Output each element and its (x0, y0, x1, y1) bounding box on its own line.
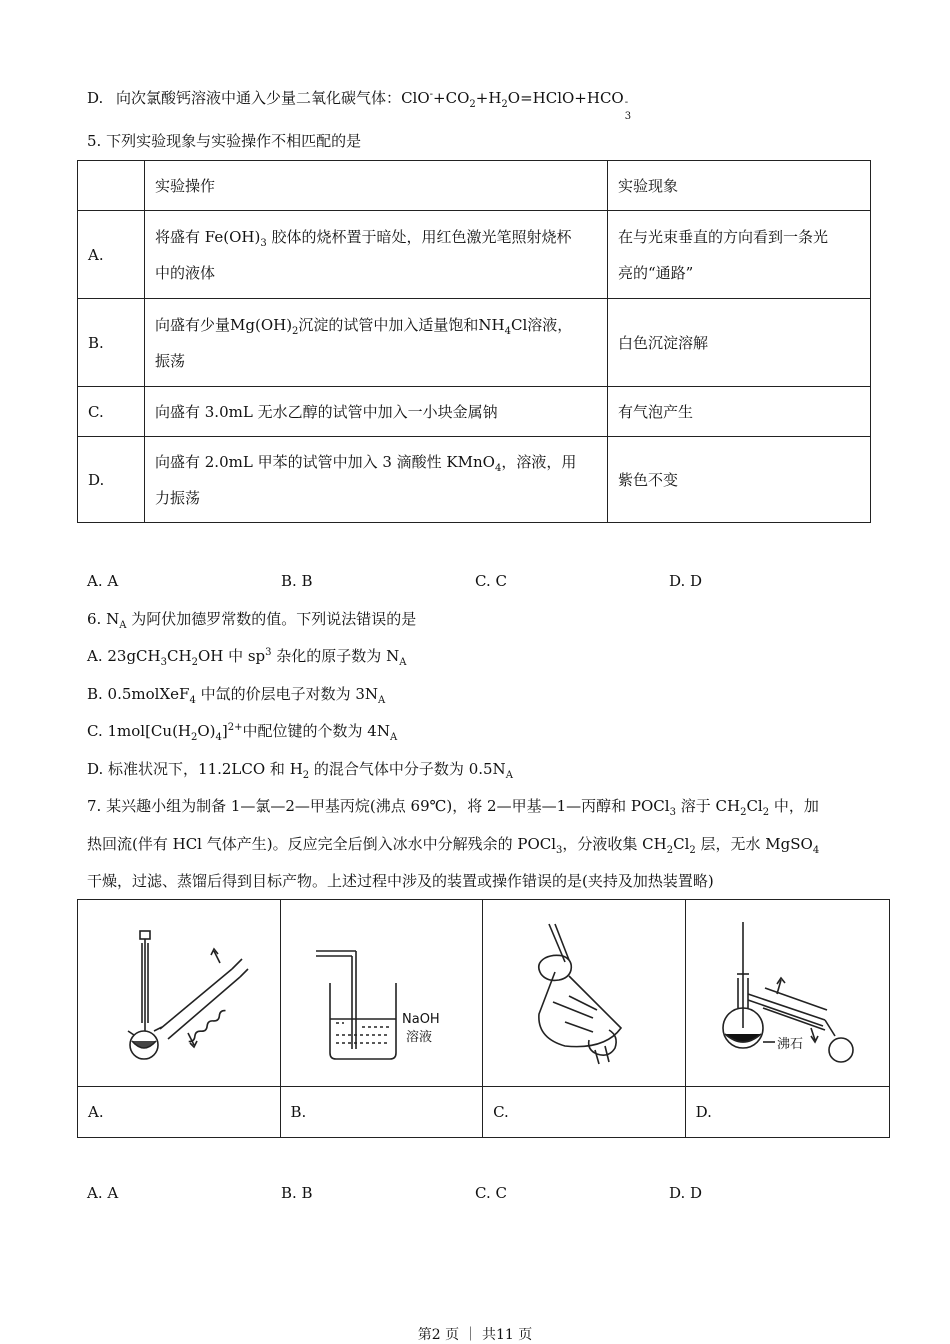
q5-row-operation (145, 437, 608, 523)
q5-header-row (78, 161, 871, 211)
text: C. 1mol[Cu(H (87, 722, 191, 740)
apparatus-label-row (78, 1087, 890, 1138)
q5-row-phenomenon (608, 211, 871, 299)
q5-row-operation: 向盛有 3.0mL 无水乙醇的试管中加入一小块金属钠 (145, 387, 608, 437)
sub: 3 (160, 657, 167, 668)
text: 层，无水 MgSO (695, 835, 813, 853)
q4d-minus: - (624, 97, 629, 108)
gas-absorption-figure (306, 923, 456, 1063)
q7-stem-line1 (87, 796, 819, 816)
naoh-label: NaOH (402, 1012, 440, 1027)
text: 胶体的烧杯置于暗处，用红色激光笔照射烧杯 (266, 227, 572, 246)
text: 亮的“通路” (618, 263, 694, 282)
text: ] (221, 722, 228, 740)
choice-d: D. D (669, 1184, 703, 1202)
q5-header-cell: 实验现象 (608, 161, 871, 211)
q6-option-c (87, 721, 397, 741)
q5-header-cell (78, 161, 145, 211)
sub: 2 (302, 770, 310, 781)
q4d-sub3: 3 (624, 111, 632, 122)
text: O) (197, 722, 216, 740)
sub: 2 (191, 657, 198, 668)
choice-b: B. B (281, 1184, 313, 1202)
text: 杂化的原子数为 N (271, 647, 400, 665)
q4d-sub: 2 (469, 99, 476, 110)
distillation-apparatus-figure (707, 918, 867, 1068)
text: OH 中 sp (197, 647, 266, 665)
text: 振荡 (155, 351, 186, 370)
sub: 2 (689, 845, 696, 856)
text: CH (167, 647, 192, 665)
q5-row-b (78, 299, 871, 387)
text: 热回流(伴有 HCl 气体产生)。反应完全后倒入冰水中分解残余的 POCl (87, 835, 557, 853)
q7-apparatus-table (77, 899, 890, 1138)
q5-row-operation (145, 211, 608, 299)
text: 中配位键的个数为 4N (242, 722, 390, 740)
q5-row-label: A. (78, 211, 145, 299)
boiling-stone-label: 沸石 (777, 1037, 804, 1052)
text: ，溶液，用 (501, 452, 577, 471)
q5-row-phenomenon: 有气泡产生 (608, 387, 871, 437)
q4d-label: D. (87, 89, 104, 107)
text: 中氙的价层电子对数为 3N (195, 685, 379, 703)
q5-table (77, 160, 871, 523)
separatory-funnel-figure (509, 918, 659, 1068)
sup: 2+ (227, 722, 243, 733)
sub: 2 (740, 807, 747, 818)
q5-row-label: D. (78, 437, 145, 523)
q4-option-d (87, 88, 634, 122)
q5-row-operation (145, 299, 608, 387)
text: 中的液体 (155, 263, 216, 282)
text: Cl (673, 835, 690, 853)
sub: 3 (260, 237, 267, 249)
text: 为阿伏加德罗常数的值。下列说法错误的是 (126, 610, 417, 628)
q7-stem-line3: 干燥，过滤、蒸馏后得到目标产物。上述过程中涉及的装置或操作错误的是(夹持及加热装置略) (87, 872, 714, 890)
text: 向盛有少量Mg(OH) (155, 315, 293, 334)
q4d-sub: 2 (501, 99, 508, 110)
q6-stem (87, 609, 416, 629)
q5-row-label: B. (78, 299, 145, 387)
text: 将盛有 Fe(OH) (155, 227, 261, 246)
apparatus-image-row (78, 900, 890, 1087)
q6-option-a (87, 646, 406, 666)
solution-label: 溶液 (406, 1030, 433, 1045)
sub: A (378, 695, 386, 706)
apparatus-label-b: B. (280, 1087, 483, 1138)
sub: 4 (215, 732, 222, 743)
sub: A (119, 620, 127, 631)
text: Cl溶液， (511, 315, 573, 334)
q6-option-b (87, 684, 385, 704)
choice-d: D. D (669, 572, 703, 590)
q5-row-phenomenon: 紫色不变 (608, 437, 871, 523)
text: 的混合气体中分子数为 0.5N (309, 760, 506, 778)
text: 溶于 CH (675, 797, 741, 815)
q4d-eq: +CO (433, 89, 470, 107)
apparatus-a-cell (78, 900, 281, 1087)
q5-row-c (78, 387, 871, 437)
sub: 2 (666, 845, 674, 856)
text: 向盛有 2.0mL 甲苯的试管中加入 3 滴酸性 KMnO (155, 452, 495, 471)
choice-c: C. C (475, 1184, 507, 1202)
sub: 4 (494, 462, 502, 474)
q5-header-cell: 实验操作 (145, 161, 608, 211)
q5-row-label: C. (78, 387, 145, 437)
sub: 2 (191, 732, 198, 743)
text: 沉淀的试管中加入适量饱和NH (298, 315, 505, 334)
text: D. 标准状况下，11.2LCO 和 H (87, 760, 303, 778)
q5-row-d (78, 437, 871, 523)
q4d-eq: +H (475, 89, 502, 107)
q5-row-a (78, 211, 871, 299)
q4d-eq: ClO (401, 89, 430, 107)
sub: 2 (292, 325, 299, 337)
choice-b: B. B (281, 572, 313, 590)
text: A. 23gCH (87, 647, 161, 665)
text: 中，加 (769, 797, 819, 815)
sub: 4 (812, 845, 820, 856)
q4d-eq: O=HClO+HCO (507, 89, 624, 107)
reflux-apparatus-figure (104, 923, 254, 1063)
text: 在与光束垂直的方向看到一条光 (618, 227, 829, 246)
q5-row-phenomenon: 白色沉淀溶解 (608, 299, 871, 387)
text: 6. N (87, 610, 120, 628)
q7-stem-line2 (87, 834, 819, 854)
choice-a: A. A (87, 1184, 119, 1202)
sub: A (389, 732, 398, 743)
sup: 3 (265, 647, 272, 658)
apparatus-label-d: D. (685, 1087, 889, 1138)
sub: A (505, 770, 513, 781)
q4d-sup: - (429, 89, 434, 100)
sub: 4 (189, 695, 196, 706)
apparatus-b-cell (280, 900, 483, 1087)
text: 7. 某兴趣小组为制备 1—氯—2—甲基丙烷(沸点 69℃)，将 2—甲基—1—丙醇和 POCl (87, 797, 670, 815)
apparatus-label-a: A. (78, 1087, 281, 1138)
sub: A (399, 657, 407, 668)
sub: 3 (556, 845, 563, 856)
apparatus-c-cell (483, 900, 686, 1087)
sub: 4 (504, 325, 512, 337)
q5-stem: 5. 下列实验现象与实验操作不相匹配的是 (87, 132, 362, 150)
apparatus-d-cell (685, 900, 889, 1087)
apparatus-label-c: C. (483, 1087, 686, 1138)
sub: 3 (669, 807, 676, 818)
choice-c: C. C (475, 572, 507, 590)
page-footer: 第2 页 ｜ 共11 页 (417, 1327, 533, 1343)
q6-option-d (87, 759, 513, 779)
text: 力振荡 (155, 488, 201, 507)
choice-a: A. A (87, 572, 119, 590)
text: ，分液收集 CH (562, 835, 667, 853)
q4d-text: 向次氯酸钙溶液中通入少量二氧化碳气体： (116, 89, 402, 107)
sub: 2 (762, 807, 770, 818)
text: Cl (746, 797, 763, 815)
text: B. 0.5molXeF (87, 685, 190, 703)
